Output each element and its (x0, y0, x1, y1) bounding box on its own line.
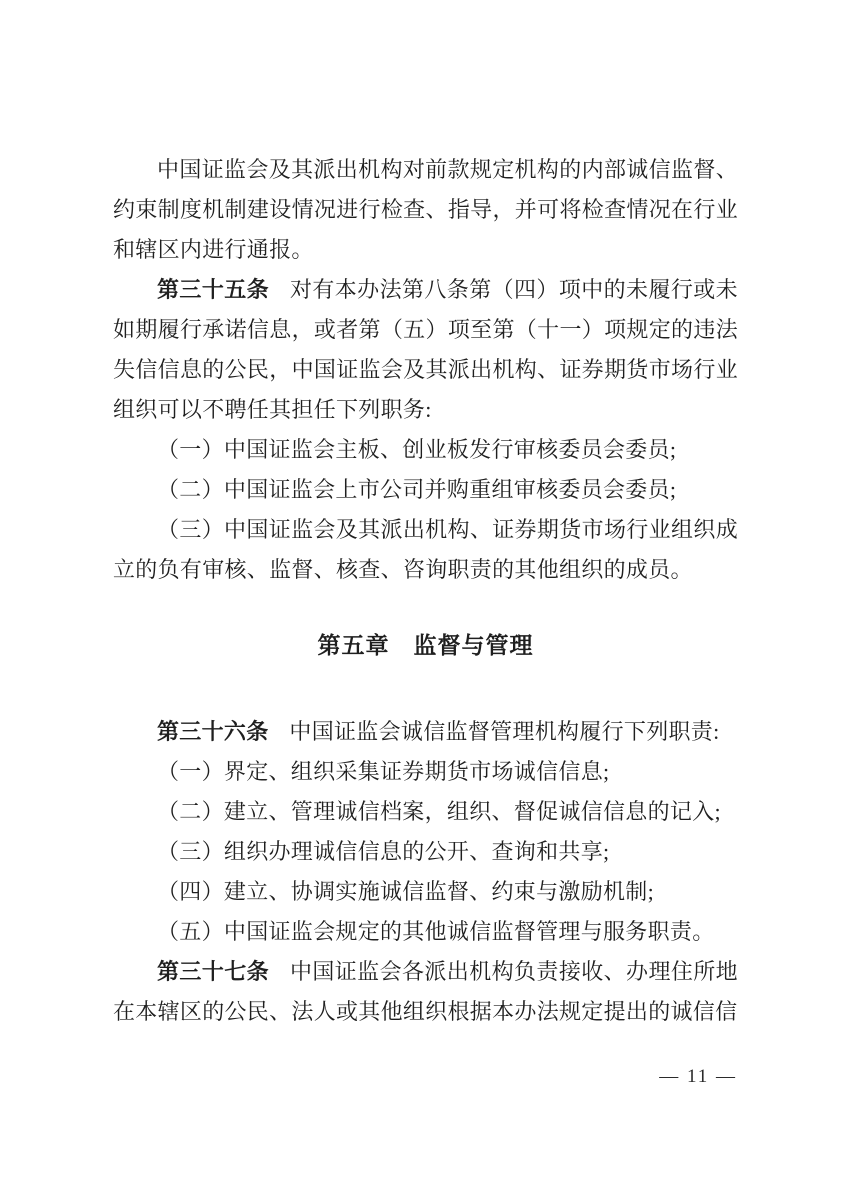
article-36-text: 中国证监会诚信监督管理机构履行下列职责: (289, 719, 720, 744)
article-36-item-1: （一）界定、组织采集证券期货市场诚信信息; (157, 759, 610, 784)
article-35-item-1: （一）中国证监会主板、创业板发行审核委员会委员; (157, 437, 677, 462)
article-37-text: 中国证监会各派出机构负责接收、办理住所地在本辖区的公民、法人或其他组织根据本办法规定提出的诚信信 (113, 959, 738, 1024)
article-36-item-2: （二）建立、管理诚信档案，组织、督促诚信信息的记入; (157, 799, 721, 824)
article-35-item-3: （三）中国证监会及其派出机构、证券期货市场行业组织成立的负有审核、监督、核查、咨询职责的其他组织的成员。 (113, 517, 738, 582)
article-36-item-3: （三）组织办理诚信信息的公开、查询和共享; (157, 839, 610, 864)
article-35-text: 对有本办法第八条第（四）项中的未履行或未如期履行承诺信息，或者第（五）项至第（十一）项规定的违法失信信息的公民，中国证监会及其派出机构、证券期货市场行业组织可以不聘任其担任下列职务: (113, 277, 738, 422)
article-37-paragraph (113, 952, 738, 1032)
article-36-paragraph (113, 712, 738, 752)
article-37-number: 第三十七条 (157, 959, 270, 984)
paragraph-inspection-notice: 中国证监会及其派出机构对前款规定机构的内部诚信监督、约束制度机制建设情况进行检查、指导，并可将检查情况在行业和辖区内进行通报。 (113, 157, 738, 262)
document-body (113, 150, 738, 1032)
article-35-number: 第三十五条 (157, 277, 270, 302)
chapter-5-heading: 第五章 监督与管理 (317, 632, 534, 658)
article-36-item-5: （五）中国证监会规定的其他诚信监督管理与服务职责。 (157, 919, 715, 944)
article-36-item-4: （四）建立、协调实施诚信监督、约束与激励机制; (157, 879, 655, 904)
article-35-item-2: （二）中国证监会上市公司并购重组审核委员会委员; (157, 477, 677, 502)
article-36-number: 第三十六条 (157, 719, 269, 744)
page-number: — 11 — (659, 1066, 737, 1087)
article-35-paragraph (113, 270, 738, 430)
